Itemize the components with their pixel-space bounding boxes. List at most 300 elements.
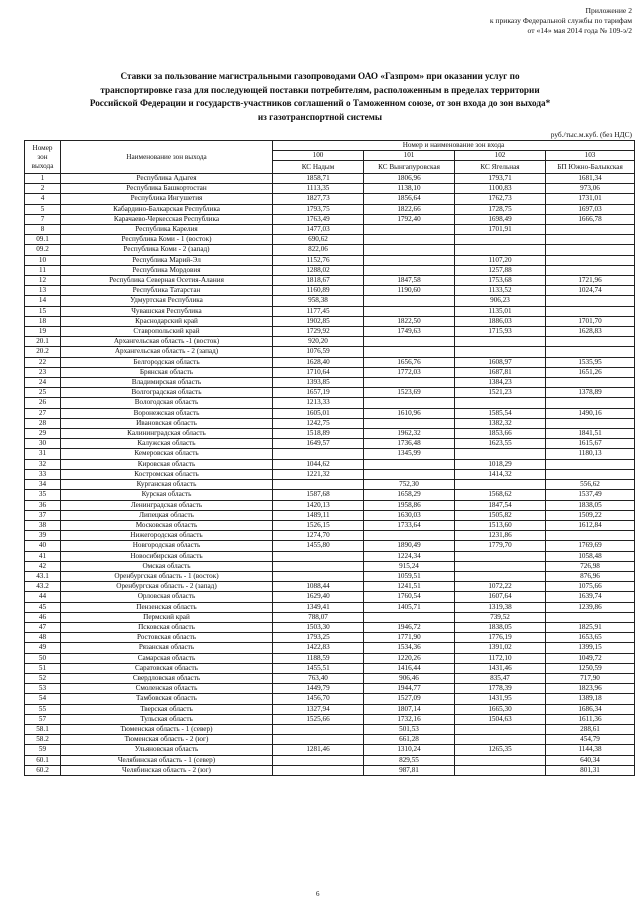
- zone-name: Омская область: [61, 561, 273, 571]
- zone-name: Липецкая область: [61, 510, 273, 520]
- rate-value: [455, 347, 546, 357]
- rate-value: [546, 378, 635, 388]
- rate-value: [273, 480, 364, 490]
- title-line: Российской Федерации и государств-участников соглашений о Таможенном союзе, от зон входа до зон выхода*: [89, 98, 551, 108]
- rate-value: 1525,66: [273, 714, 364, 724]
- rate-value: [546, 255, 635, 265]
- zone-number: 20.1: [25, 337, 61, 347]
- zone-name: Удмуртская Республика: [61, 296, 273, 306]
- rate-value: 1729,92: [273, 327, 364, 337]
- zone-number: 50: [25, 653, 61, 663]
- zone-number: 22: [25, 357, 61, 367]
- rate-value: [273, 449, 364, 459]
- table-row: [25, 194, 635, 204]
- table-header: [25, 141, 635, 174]
- table-row: [25, 633, 635, 643]
- zone-name: Ленинградская область: [61, 500, 273, 510]
- zone-number: 11: [25, 265, 61, 275]
- zone-name: Новосибирская область: [61, 551, 273, 561]
- zone-number: 12: [25, 276, 61, 286]
- zone-number: 8: [25, 225, 61, 235]
- rate-value: 1288,02: [273, 265, 364, 275]
- header-zone-number: Номер зон выхода: [25, 141, 61, 174]
- table-row: [25, 531, 635, 541]
- rate-value: [455, 735, 546, 745]
- table-row: [25, 184, 635, 194]
- rate-value: [364, 347, 455, 357]
- rate-value: 1250,59: [546, 663, 635, 673]
- table-row: [25, 337, 635, 347]
- rate-value: 1858,71: [273, 174, 364, 184]
- rate-value: [364, 378, 455, 388]
- table-row: [25, 684, 635, 694]
- rate-value: [546, 265, 635, 275]
- rate-value: 1172,10: [455, 653, 546, 663]
- rate-value: 1760,54: [364, 592, 455, 602]
- page-number: 6: [316, 890, 320, 898]
- zone-number: 20.2: [25, 347, 61, 357]
- zone-name: Владимирская область: [61, 378, 273, 388]
- rate-value: 1416,44: [364, 663, 455, 673]
- rate-value: 1762,73: [455, 194, 546, 204]
- title-line: из газотранспортной системы: [257, 111, 383, 122]
- rate-value: 1075,66: [546, 582, 635, 592]
- rate-value: [455, 449, 546, 459]
- rate-value: 1455,80: [273, 541, 364, 551]
- table-row: [25, 174, 635, 184]
- table-row: [25, 276, 635, 286]
- rate-value: 1623,55: [455, 439, 546, 449]
- rate-value: 1221,32: [273, 469, 364, 479]
- rate-value: 1841,51: [546, 429, 635, 439]
- table-row: [25, 653, 635, 663]
- entry-code-103: 103: [546, 151, 635, 161]
- zone-number: 41: [25, 551, 61, 561]
- rate-value: 1823,96: [546, 684, 635, 694]
- rate-value: 1224,34: [364, 551, 455, 561]
- rate-value: 1160,89: [273, 286, 364, 296]
- table-row: [25, 398, 635, 408]
- rate-value: 1958,86: [364, 500, 455, 510]
- rate-value: [364, 398, 455, 408]
- rate-value: 1534,36: [364, 643, 455, 653]
- rate-value: 1521,23: [455, 388, 546, 398]
- rate-value: 1072,22: [455, 582, 546, 592]
- zone-name: Самарская область: [61, 653, 273, 663]
- rate-value: 1825,91: [546, 622, 635, 632]
- zone-number: 35: [25, 490, 61, 500]
- rate-value: [455, 480, 546, 490]
- zone-name: Нижегородская область: [61, 531, 273, 541]
- table-row: [25, 418, 635, 428]
- rate-value: 1630,03: [364, 510, 455, 520]
- zone-name: Новгородская область: [61, 541, 273, 551]
- zone-number: 10: [25, 255, 61, 265]
- zone-number: 23: [25, 367, 61, 377]
- zone-number: 58.2: [25, 735, 61, 745]
- rate-value: 788,07: [273, 612, 364, 622]
- entry-name-103: БП Южно-Балыкская: [546, 161, 635, 174]
- table-row: [25, 643, 635, 653]
- zone-number: 43.2: [25, 582, 61, 592]
- table-row: [25, 602, 635, 612]
- zone-number: 31: [25, 449, 61, 459]
- rate-value: 822,06: [273, 245, 364, 255]
- zone-number: 1: [25, 174, 61, 184]
- table-row: [25, 225, 635, 235]
- rate-value: 1384,23: [455, 378, 546, 388]
- table-row: [25, 408, 635, 418]
- rate-value: 501,53: [364, 724, 455, 734]
- rate-value: 1611,36: [546, 714, 635, 724]
- rate-value: [546, 418, 635, 428]
- zone-name: Курская область: [61, 490, 273, 500]
- rate-value: 1732,16: [364, 714, 455, 724]
- rate-value: [273, 724, 364, 734]
- table-row: [25, 469, 635, 479]
- table-row: [25, 571, 635, 581]
- rate-value: 1489,11: [273, 510, 364, 520]
- zone-number: 60.1: [25, 755, 61, 765]
- zone-number: 43.1: [25, 571, 61, 581]
- rate-value: 1615,67: [546, 439, 635, 449]
- rate-value: 1422,83: [273, 643, 364, 653]
- rate-value: [455, 561, 546, 571]
- rate-value: 1133,52: [455, 286, 546, 296]
- rate-value: [546, 469, 635, 479]
- rate-value: 1535,95: [546, 357, 635, 367]
- zone-name: Республика Адыгея: [61, 174, 273, 184]
- rate-value: 1213,33: [273, 398, 364, 408]
- rate-value: 1490,16: [546, 408, 635, 418]
- zone-number: 44: [25, 592, 61, 602]
- rate-value: [273, 571, 364, 581]
- rate-value: 1113,35: [273, 184, 364, 194]
- rate-value: [546, 235, 635, 245]
- rate-value: 1059,51: [364, 571, 455, 581]
- rate-value: 906,23: [455, 296, 546, 306]
- rate-value: 726,98: [546, 561, 635, 571]
- rate-value: 1585,54: [455, 408, 546, 418]
- table-row: [25, 755, 635, 765]
- rate-value: 1608,97: [455, 357, 546, 367]
- zone-name: Брянская область: [61, 367, 273, 377]
- zone-number: 09.1: [25, 235, 61, 245]
- rate-value: 1701,91: [455, 225, 546, 235]
- table-row: [25, 510, 635, 520]
- table-row: [25, 429, 635, 439]
- rate-value: 1107,20: [455, 255, 546, 265]
- table-row: [25, 367, 635, 377]
- rate-value: 1763,49: [273, 214, 364, 224]
- zone-number: 57: [25, 714, 61, 724]
- zone-name: Ростовская область: [61, 633, 273, 643]
- zone-number: 27: [25, 408, 61, 418]
- entry-code-102: 102: [455, 151, 546, 161]
- table-row: [25, 459, 635, 469]
- zone-name: Челябинская область - 2 (юг): [61, 765, 273, 775]
- rate-value: 987,81: [364, 765, 455, 775]
- zone-name: Орловская область: [61, 592, 273, 602]
- rate-value: 1405,71: [364, 602, 455, 612]
- zone-number: 59: [25, 745, 61, 755]
- zone-number: 19: [25, 327, 61, 337]
- table-row: [25, 724, 635, 734]
- rate-value: 1639,74: [546, 592, 635, 602]
- rate-value: 1239,86: [546, 602, 635, 612]
- rate-value: 1946,72: [364, 622, 455, 632]
- zone-name: Республика Марий-Эл: [61, 255, 273, 265]
- rate-value: 1733,64: [364, 520, 455, 530]
- rate-value: 1220,26: [364, 653, 455, 663]
- rate-value: 1455,51: [273, 663, 364, 673]
- zone-number: 51: [25, 663, 61, 673]
- zone-number: 33: [25, 469, 61, 479]
- rate-value: 1698,49: [455, 214, 546, 224]
- rate-value: [546, 337, 635, 347]
- rate-value: [364, 225, 455, 235]
- zone-number: 34: [25, 480, 61, 490]
- zone-name: Ивановская область: [61, 418, 273, 428]
- rate-value: 1687,81: [455, 367, 546, 377]
- table-row: [25, 592, 635, 602]
- table-row: [25, 480, 635, 490]
- table-row: [25, 500, 635, 510]
- zone-number: 26: [25, 398, 61, 408]
- rate-value: [546, 459, 635, 469]
- rate-value: 1188,59: [273, 653, 364, 663]
- zone-name: Смоленская область: [61, 684, 273, 694]
- rate-value: 1327,94: [273, 704, 364, 714]
- rate-value: [455, 235, 546, 245]
- rate-value: 1701,70: [546, 316, 635, 326]
- table-row: [25, 214, 635, 224]
- rate-value: 1731,01: [546, 194, 635, 204]
- rate-value: 1449,79: [273, 684, 364, 694]
- zone-name: Калининградская область: [61, 429, 273, 439]
- appendix-line: Приложение 2: [585, 6, 632, 15]
- rate-value: 1822,50: [364, 316, 455, 326]
- rate-value: 1378,89: [546, 388, 635, 398]
- zone-number: 42: [25, 561, 61, 571]
- table-row: [25, 622, 635, 632]
- rate-value: 739,52: [455, 612, 546, 622]
- rate-value: 1587,68: [273, 490, 364, 500]
- rate-value: 1456,70: [273, 694, 364, 704]
- document-title: [50, 70, 590, 124]
- zone-name: Калужская область: [61, 439, 273, 449]
- zone-name: Кабардино-Балкарская Республика: [61, 204, 273, 214]
- rate-value: 1526,15: [273, 520, 364, 530]
- zone-number: 7: [25, 214, 61, 224]
- rate-value: 1728,75: [455, 204, 546, 214]
- rate-value: 1665,30: [455, 704, 546, 714]
- rate-value: [364, 255, 455, 265]
- zone-number: 55: [25, 704, 61, 714]
- rate-value: 1504,63: [455, 714, 546, 724]
- rate-value: [364, 612, 455, 622]
- rate-value: 1505,82: [455, 510, 546, 520]
- appendix-note: [372, 6, 632, 36]
- zone-number: 39: [25, 531, 61, 541]
- rate-value: 1769,69: [546, 541, 635, 551]
- zone-name: Республика Башкортостан: [61, 184, 273, 194]
- table-row: [25, 357, 635, 367]
- rate-value: 1527,09: [364, 694, 455, 704]
- rate-value: [546, 347, 635, 357]
- rate-value: 1818,67: [273, 276, 364, 286]
- zone-name: Оренбургская область - 1 (восток): [61, 571, 273, 581]
- rate-value: [455, 755, 546, 765]
- zone-number: 40: [25, 541, 61, 551]
- rate-value: 556,62: [546, 480, 635, 490]
- rate-value: [364, 459, 455, 469]
- rate-value: 1944,77: [364, 684, 455, 694]
- zone-number: 30: [25, 439, 61, 449]
- zone-name: Кировская область: [61, 459, 273, 469]
- rate-value: 1697,03: [546, 204, 635, 214]
- rate-value: [455, 551, 546, 561]
- unit-label: руб./тыс.м.куб. (без НДС): [550, 130, 632, 139]
- table-row: [25, 673, 635, 683]
- zone-number: 49: [25, 643, 61, 653]
- table-row: [25, 520, 635, 530]
- table-row: [25, 327, 635, 337]
- table-row: [25, 265, 635, 275]
- rate-value: 763,40: [273, 673, 364, 683]
- table-row: [25, 245, 635, 255]
- rate-value: 1610,96: [364, 408, 455, 418]
- rate-value: 1793,71: [455, 174, 546, 184]
- zone-number: 58.1: [25, 724, 61, 734]
- zone-name: Республика Коми - 1 (восток): [61, 235, 273, 245]
- rate-value: 1523,69: [364, 388, 455, 398]
- header-entry-zones: Номер и наименование зон входа: [273, 141, 635, 151]
- table-row: [25, 714, 635, 724]
- rate-value: 1776,19: [455, 633, 546, 643]
- table-row: [25, 765, 635, 775]
- rate-value: [455, 337, 546, 347]
- rate-value: 1190,60: [364, 286, 455, 296]
- zone-name: Курганская область: [61, 480, 273, 490]
- rate-value: 973,06: [546, 184, 635, 194]
- rate-value: 1753,68: [455, 276, 546, 286]
- rate-value: 1827,73: [273, 194, 364, 204]
- rate-value: 1242,75: [273, 418, 364, 428]
- rate-value: 1518,89: [273, 429, 364, 439]
- rate-value: 1058,48: [546, 551, 635, 561]
- zone-number: 47: [25, 622, 61, 632]
- rate-value: 1779,70: [455, 541, 546, 551]
- zone-number: 38: [25, 520, 61, 530]
- zone-name: Тюменская область - 1 (север): [61, 724, 273, 734]
- table-row: [25, 612, 635, 622]
- rate-value: 1853,66: [455, 429, 546, 439]
- rate-value: 1281,46: [273, 745, 364, 755]
- title-line: Ставки за пользование магистральными газопроводами ОАО «Газпром» при оказании услуг по: [120, 71, 520, 81]
- table-row: [25, 378, 635, 388]
- rate-value: [546, 225, 635, 235]
- table-row: [25, 449, 635, 459]
- rate-value: 915,24: [364, 561, 455, 571]
- rate-value: 1656,76: [364, 357, 455, 367]
- table-row: [25, 735, 635, 745]
- rate-value: 829,55: [364, 755, 455, 765]
- entry-name-100: КС Надым: [273, 161, 364, 174]
- zone-number: 54: [25, 694, 61, 704]
- rate-value: 1721,96: [546, 276, 635, 286]
- table-row: [25, 204, 635, 214]
- title-line: транспортировке газа для последующей поставки потребителям, расположенным в пределах территории: [100, 84, 540, 95]
- zone-name: Пензенская область: [61, 602, 273, 612]
- table-row: [25, 235, 635, 245]
- rate-value: 1414,32: [455, 469, 546, 479]
- rate-value: [546, 245, 635, 255]
- rate-value: 1399,15: [546, 643, 635, 653]
- zone-name: Тульская область: [61, 714, 273, 724]
- rates-table: [24, 140, 635, 776]
- rate-value: [455, 765, 546, 775]
- table-row: [25, 255, 635, 265]
- rate-value: 1657,19: [273, 388, 364, 398]
- zone-name: Свердловская область: [61, 673, 273, 683]
- zone-number: 15: [25, 306, 61, 316]
- table-row: [25, 296, 635, 306]
- rate-value: [364, 337, 455, 347]
- zone-name: Саратовская область: [61, 663, 273, 673]
- rate-value: 1749,63: [364, 327, 455, 337]
- rate-value: 920,20: [273, 337, 364, 347]
- zone-number: 48: [25, 633, 61, 643]
- rate-value: [455, 724, 546, 734]
- zone-number: 09.2: [25, 245, 61, 255]
- rate-value: 1607,64: [455, 592, 546, 602]
- rate-value: 1431,46: [455, 663, 546, 673]
- rate-value: 752,30: [364, 480, 455, 490]
- zone-number: 60.2: [25, 765, 61, 775]
- rate-value: [273, 735, 364, 745]
- rate-value: 1771,90: [364, 633, 455, 643]
- header-zone-name: Наименование зон выхода: [61, 141, 273, 174]
- zone-number: 18: [25, 316, 61, 326]
- rate-value: 1962,32: [364, 429, 455, 439]
- zone-number: 4: [25, 194, 61, 204]
- rate-value: 1420,13: [273, 500, 364, 510]
- rate-value: 1856,64: [364, 194, 455, 204]
- rate-value: [546, 398, 635, 408]
- rate-value: 1649,57: [273, 439, 364, 449]
- rate-value: 1088,44: [273, 582, 364, 592]
- rate-value: 1431,95: [455, 694, 546, 704]
- rate-value: 1629,40: [273, 592, 364, 602]
- table-row: [25, 582, 635, 592]
- rate-value: 1793,75: [273, 204, 364, 214]
- zone-number: 2: [25, 184, 61, 194]
- zone-number: 25: [25, 388, 61, 398]
- rate-value: 1024,74: [546, 286, 635, 296]
- zone-name: Белгородская область: [61, 357, 273, 367]
- rate-value: 1152,76: [273, 255, 364, 265]
- rate-value: [455, 571, 546, 581]
- zone-number: 46: [25, 612, 61, 622]
- rate-value: 1513,60: [455, 520, 546, 530]
- rate-value: 1393,85: [273, 378, 364, 388]
- appendix-line: к приказу Федеральной службы по тарифам: [489, 16, 632, 25]
- zone-name: Воронежская область: [61, 408, 273, 418]
- zone-name: Карачаево-Черкесская Республика: [61, 214, 273, 224]
- rate-value: 1135,01: [455, 306, 546, 316]
- rate-value: 1144,38: [546, 745, 635, 755]
